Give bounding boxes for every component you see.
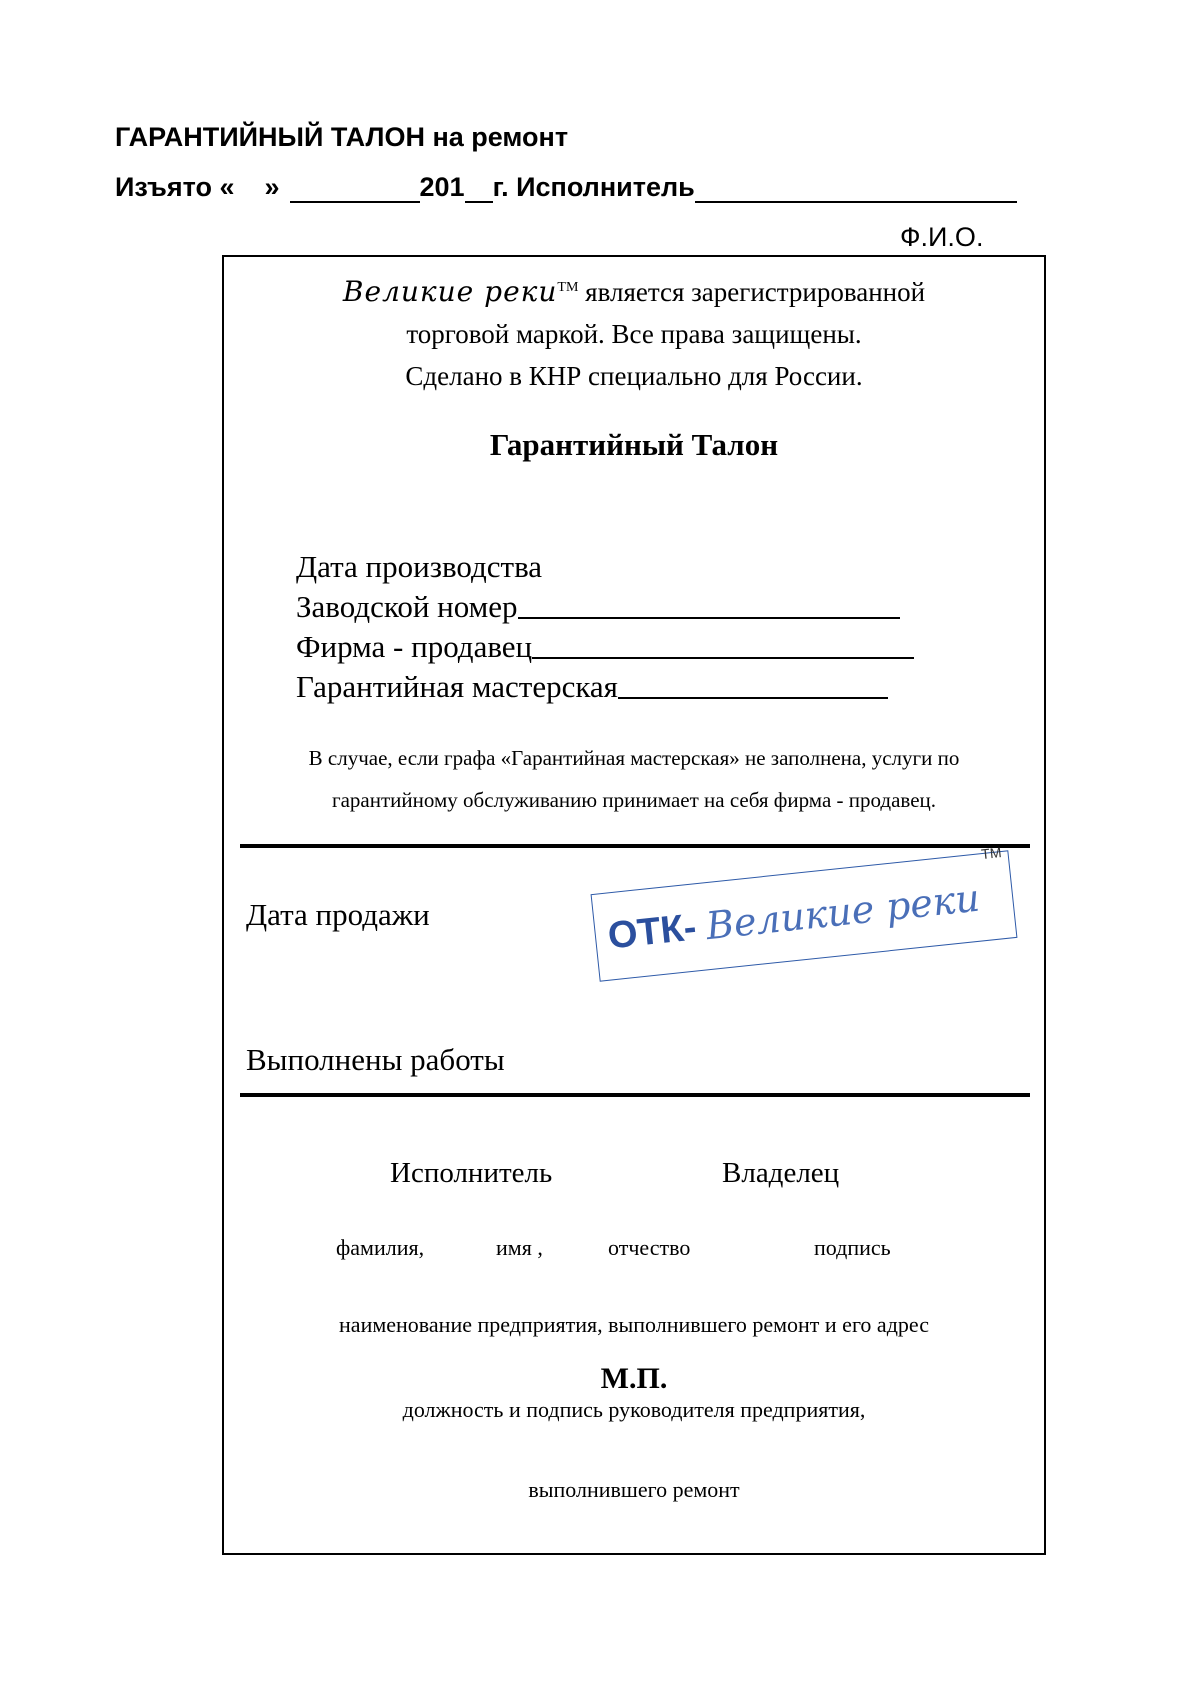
product-fields (296, 547, 914, 707)
enterprise-caption: наименование предприятия, выполнившего ремонт и его адрес (339, 1312, 929, 1337)
stamp-brand-text: Великие реки (703, 875, 982, 949)
intro-line-1-rest: является зарегистрированной (578, 277, 926, 307)
field-serial-number (296, 587, 914, 627)
executor-field[interactable] (695, 177, 1017, 203)
fio-caption: Ф.И.О. (900, 222, 984, 252)
year-field[interactable] (465, 177, 493, 203)
year-prefix: 201 (419, 172, 465, 202)
brand-logo: Великие реки (342, 275, 558, 308)
seized-month-field[interactable] (290, 177, 420, 203)
seller-label: Фирма - продавец (296, 629, 533, 664)
notice-line-1: В случае, если графа «Гарантийная мастерская» не заполнена, услуги по (308, 746, 960, 770)
field-production-date (296, 547, 914, 587)
stamp-tm: TM (980, 844, 1003, 863)
intro-line-2: торговой маркой. Все права защищены. (406, 319, 862, 349)
section-divider (240, 844, 1030, 848)
patronymic-caption: отчество (608, 1235, 691, 1260)
seized-prefix: Изъято « (115, 172, 235, 202)
year-suffix: г. Исполнитель (492, 172, 695, 202)
seized-close: » (264, 172, 280, 202)
workshop-label: Гарантийная мастерская (296, 669, 618, 704)
repaired-by-caption: выполнившего ремонт (528, 1477, 740, 1502)
manager-caption: должность и подпись руководителя предприятия, (402, 1397, 866, 1422)
warranty-card (222, 255, 1046, 1555)
production-date-label: Дата производства (296, 549, 543, 584)
seller-input[interactable] (532, 631, 914, 659)
works-done-label: Выполнены работы (246, 1042, 505, 1077)
workshop-input[interactable] (618, 671, 888, 699)
serial-number-label: Заводской номер (296, 589, 518, 624)
stamp-otk-text: ОТК- (605, 905, 699, 957)
workshop-notice (234, 737, 1034, 821)
intro-line-3: Сделано в КНР специально для России. (405, 361, 863, 391)
field-seller (296, 627, 914, 667)
signature-caption: подпись (814, 1235, 891, 1260)
brand-tm: TM (557, 280, 579, 295)
intro-line-1 (224, 267, 1044, 313)
field-workshop (296, 667, 914, 707)
works-divider (240, 1093, 1030, 1097)
sale-date-label: Дата продажи (246, 897, 430, 932)
intro-text (224, 267, 1044, 397)
card-title: Гарантийный Талон (489, 427, 779, 462)
stamp-place-mark: М.П. (600, 1362, 668, 1395)
surname-caption: фамилия, (336, 1235, 425, 1260)
otk-stamp (591, 844, 1018, 981)
seizure-line (115, 172, 1090, 203)
owner-heading: Владелец (722, 1157, 840, 1189)
document-title: ГАРАНТИЙНЫЙ ТАЛОН на ремонт (115, 122, 569, 152)
serial-number-input[interactable] (518, 591, 900, 619)
executor-heading: Исполнитель (390, 1157, 553, 1189)
notice-line-2: гарантийному обслуживанию принимает на себя фирма - продавец. (331, 788, 937, 812)
name-caption: имя , (496, 1235, 543, 1260)
